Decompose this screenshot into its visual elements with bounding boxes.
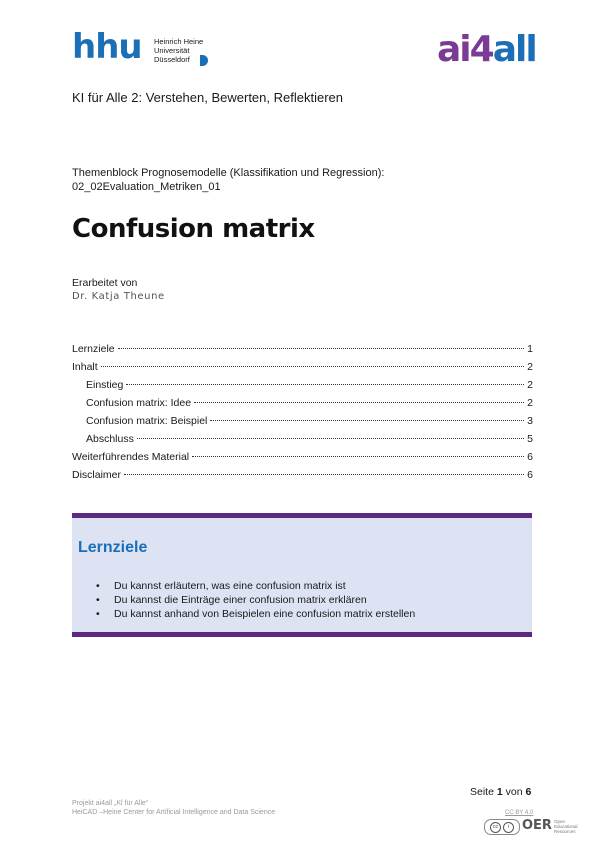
toc-entry-lernziele[interactable]: Lernziele 1 [72, 343, 533, 355]
toc-entry-weiterfuehrend[interactable]: Weiterführendes Material 6 [72, 451, 533, 463]
toc-entry-einstieg[interactable]: Einstieg 2 [86, 379, 533, 391]
list-item: • Du kannst anhand von Beispielen eine confusion matrix erstellen [96, 608, 416, 620]
footer-project-line: Projekt ai4all „Kl für Alle“ [72, 800, 149, 807]
cc-license-icon[interactable] [484, 819, 520, 835]
oer-logo: OER Open Educational Resources [522, 818, 578, 834]
toc-leader [137, 438, 524, 439]
hhu-logo-shape [200, 55, 208, 66]
toc-entry-abschluss[interactable]: Abschluss 5 [86, 433, 533, 445]
hhu-logo-text: Heinrich Heine Universität Düsseldorf [154, 37, 204, 64]
toc-entry-inhalt[interactable]: Inhalt 2 [72, 361, 533, 373]
toc-entry-beispiel[interactable]: Confusion matrix: Beispiel 3 [86, 415, 533, 427]
document-title: Confusion matrix [72, 214, 315, 244]
toc-leader [101, 366, 524, 367]
license-link[interactable]: CC BY 4.0 [505, 810, 534, 816]
learning-objectives-heading: Lernziele [78, 539, 148, 556]
bullet-icon: • [96, 594, 100, 606]
toc-leader [126, 384, 524, 385]
footer-center-line: HeiCAD –Heine Center for Artificial Intelligence and Data Science [72, 809, 276, 816]
ai4all-logo: ai4all [437, 29, 536, 70]
list-item: • Du kannst die Einträge einer confusion matrix erklären [96, 594, 367, 606]
cc-icon: cc [490, 822, 501, 833]
theme-code: 02_02Evaluation_Metriken_01 [72, 181, 221, 193]
bullet-icon: • [96, 608, 100, 620]
list-item: • Du kannst erläutern, was eine confusion matrix ist [96, 580, 346, 592]
toc-entry-idee[interactable]: Confusion matrix: Idee 2 [86, 397, 533, 409]
theme-label: Themenblock Prognosemodelle (Klassifikation und Regression): [72, 167, 385, 179]
table-of-contents [72, 343, 533, 487]
toc-leader [210, 420, 524, 421]
bullet-icon: • [96, 580, 100, 592]
page-number: Seite 1 von 6 [470, 786, 532, 798]
prepared-by-label: Erarbeitet von [72, 277, 138, 289]
learning-objectives-list [96, 579, 415, 621]
attribution-icon: i [503, 822, 514, 833]
toc-leader [124, 474, 524, 475]
toc-entry-disclaimer[interactable]: Disclaimer 6 [72, 469, 533, 481]
toc-leader [192, 456, 524, 457]
toc-leader [118, 348, 525, 349]
toc-leader [194, 402, 524, 403]
hhu-logo-word: hhu [72, 27, 142, 67]
author-name: Dr. Katja Theune [72, 291, 165, 302]
learning-objectives-box [72, 513, 532, 637]
course-title: KI für Alle 2: Verstehen, Bewerten, Reflektieren [72, 90, 343, 105]
